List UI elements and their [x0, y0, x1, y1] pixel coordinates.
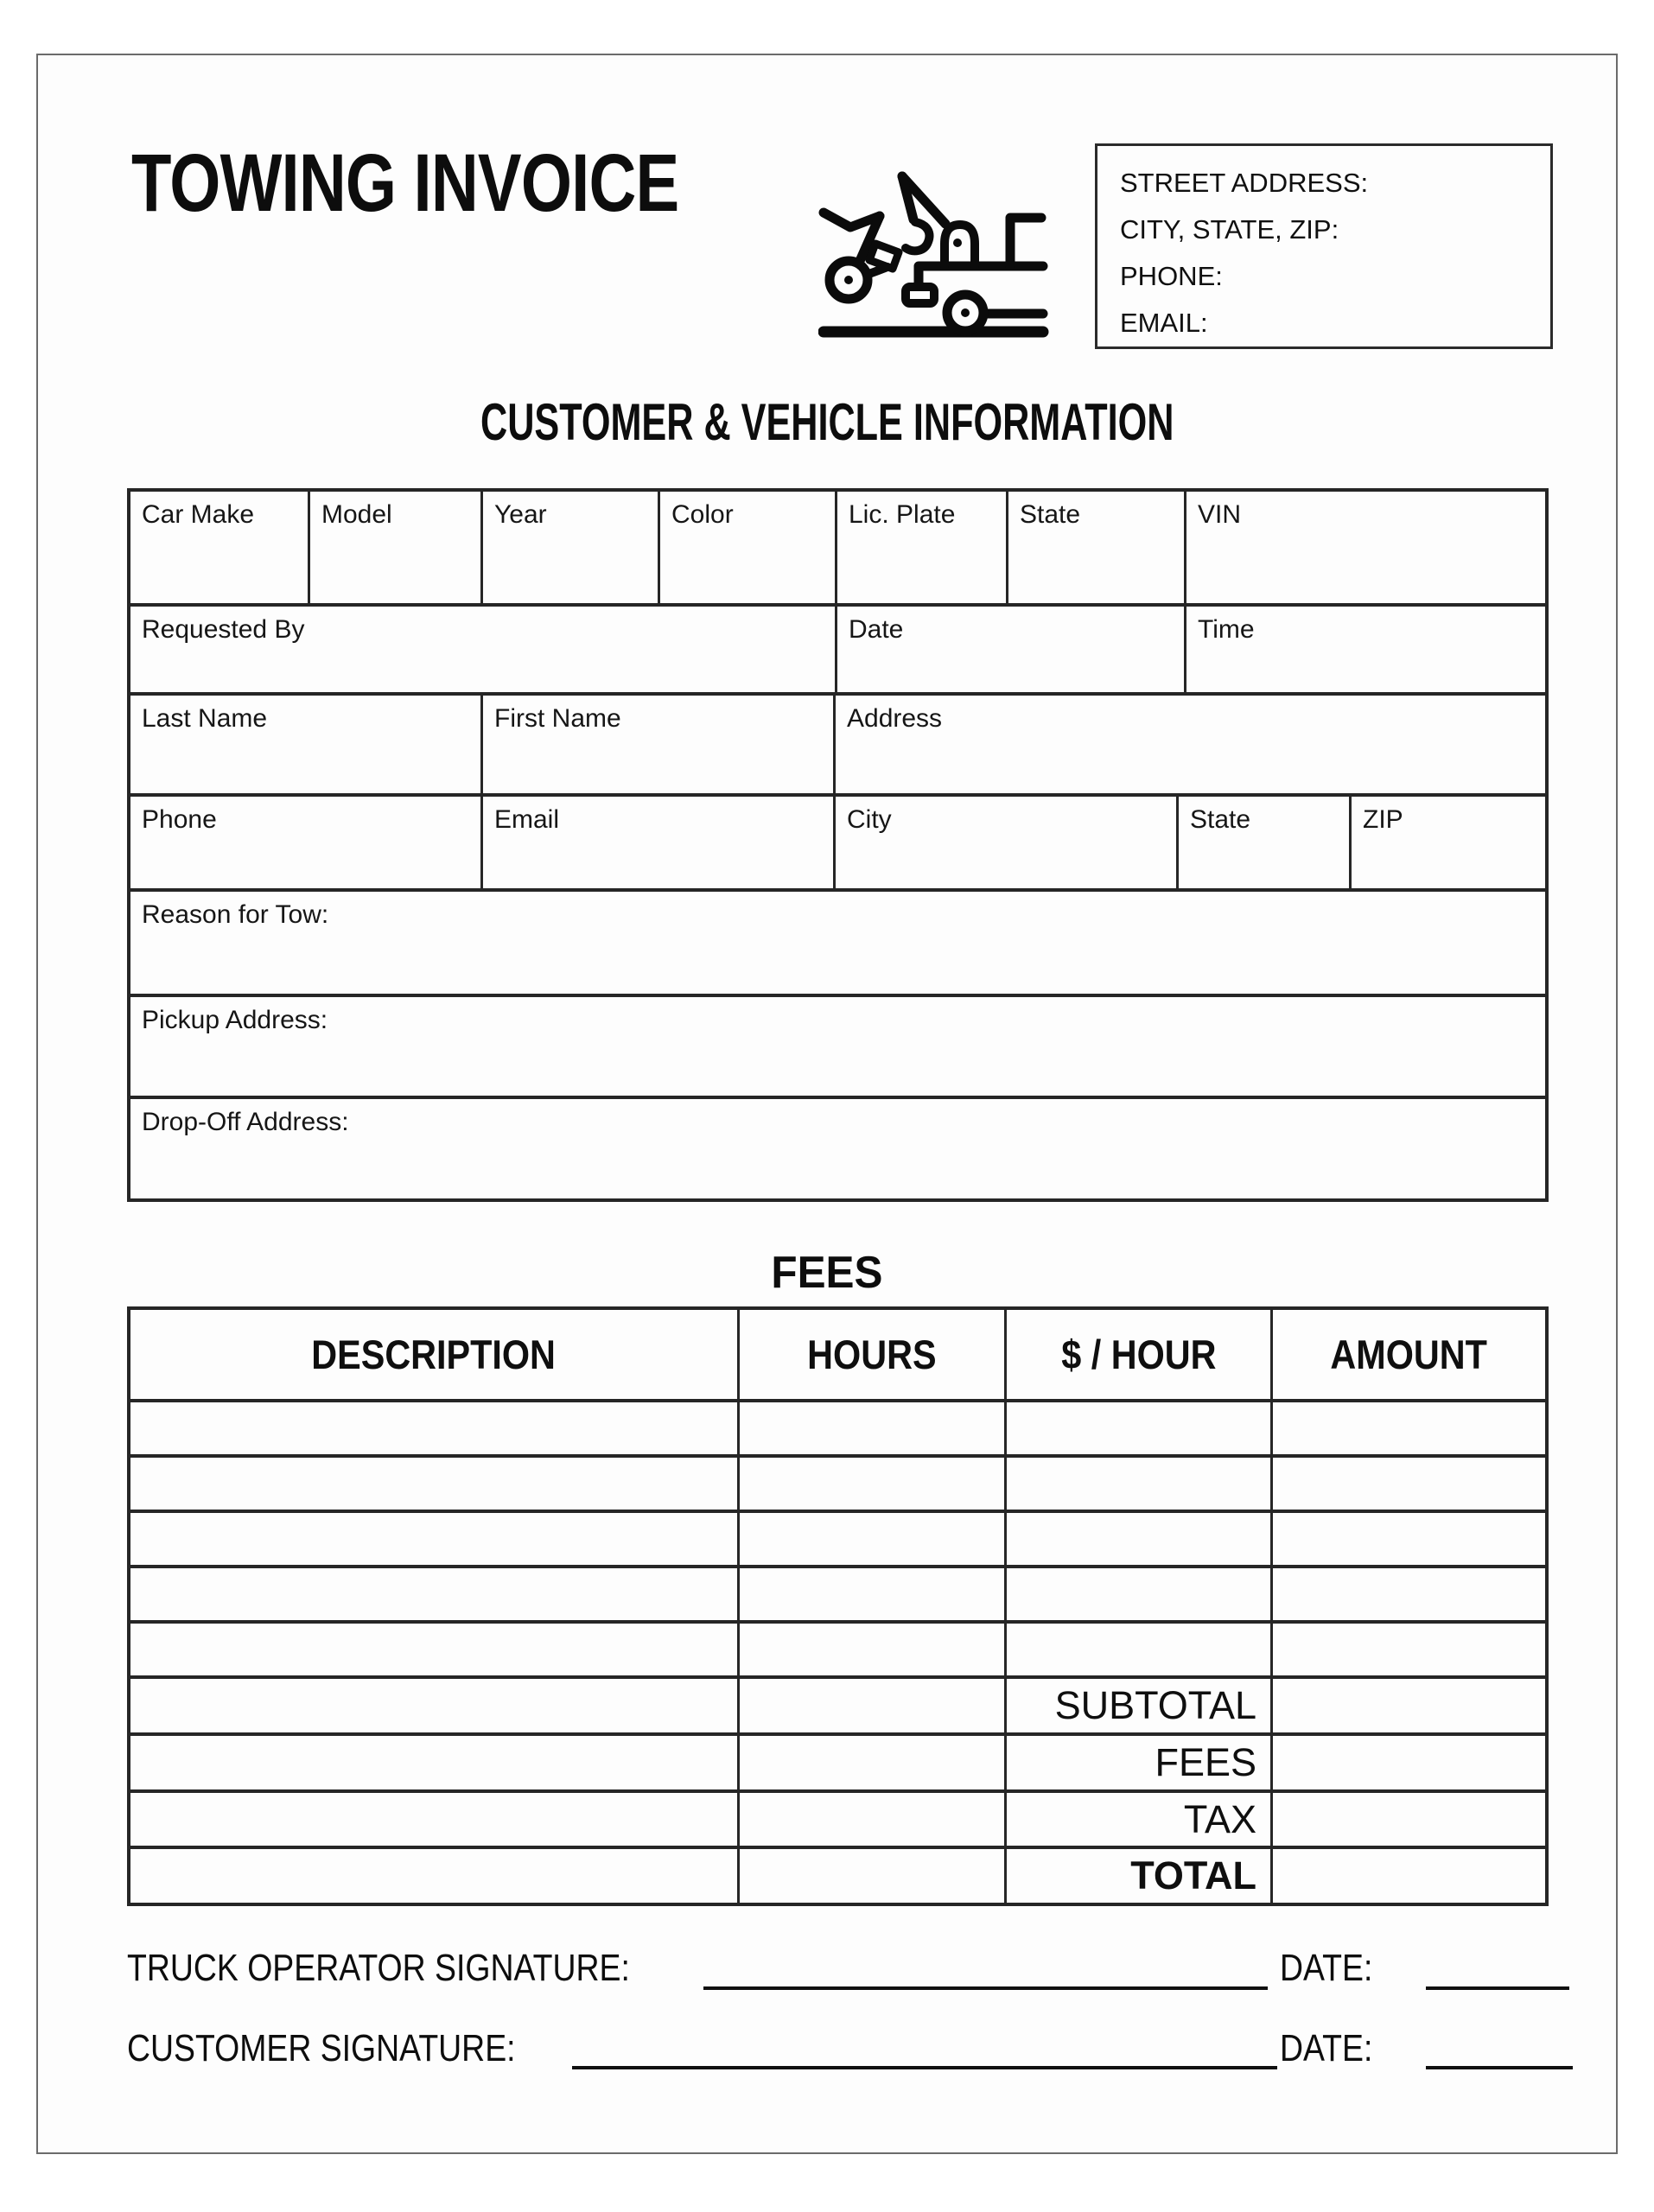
- total-row: [130, 1846, 1545, 1903]
- customer-date-label: DATE:: [1280, 2027, 1373, 2069]
- address-cell: Address: [833, 696, 1545, 793]
- fees-header-row: [130, 1310, 1545, 1399]
- company-info-box: [1095, 143, 1553, 349]
- city-state-zip-label: CITY, STATE, ZIP:: [1120, 214, 1339, 245]
- operator-date-line: [1426, 1986, 1569, 1990]
- hours-field: [737, 1402, 1004, 1454]
- total-amount-field: [1270, 1849, 1545, 1903]
- invoice-page: [36, 54, 1618, 2154]
- customer-signature-label: CUSTOMER SIGNATURE:: [127, 2027, 516, 2069]
- hours-field: [737, 1568, 1004, 1620]
- tax-amount-field: [1270, 1793, 1545, 1846]
- reason-for-tow-cell: Reason for Tow:: [142, 900, 329, 929]
- customer-date-line: [1426, 2066, 1573, 2069]
- tax-label: TAX: [1004, 1793, 1270, 1846]
- rate-field: [1004, 1402, 1270, 1454]
- amount-field: [1270, 1568, 1545, 1620]
- contact-row: [130, 793, 1545, 888]
- description-field: [130, 1568, 737, 1620]
- fees-empty-row: [130, 1620, 1545, 1675]
- reason-row: [130, 888, 1545, 994]
- last-name-cell: Last Name: [142, 704, 268, 733]
- city-cell: City: [833, 797, 1176, 888]
- name-row: [130, 692, 1545, 793]
- amount-field: [1270, 1402, 1545, 1454]
- hours-header: HOURS: [737, 1310, 1004, 1399]
- operator-date-label: DATE:: [1280, 1947, 1373, 1989]
- customer-signature-line: [572, 2066, 1277, 2069]
- tow-truck-icon: [818, 157, 1052, 347]
- operator-signature-label: TRUCK OPERATOR SIGNATURE:: [127, 1947, 630, 1989]
- phone-cell: Phone: [142, 805, 217, 834]
- car-make-cell: Car Make: [142, 500, 255, 529]
- amount-field: [1270, 1624, 1545, 1675]
- email-cell: Email: [480, 797, 833, 888]
- amount-header: AMOUNT: [1270, 1310, 1545, 1399]
- operator-signature-row: [127, 1948, 1549, 2001]
- rate-field: [1004, 1568, 1270, 1620]
- amount-field: [1270, 1513, 1545, 1565]
- pickup-row: [130, 994, 1545, 1096]
- description-field: [130, 1458, 737, 1510]
- state2-cell: State: [1176, 797, 1349, 888]
- vehicle-row: [130, 492, 1545, 603]
- operator-signature-line: [703, 1986, 1268, 1990]
- subtotal-row: [130, 1675, 1545, 1732]
- rate-field: [1004, 1458, 1270, 1510]
- requested-by-cell: Requested By: [142, 615, 305, 644]
- fees-amount-field: [1270, 1736, 1545, 1789]
- dropoff-address-cell: Drop-Off Address:: [142, 1108, 349, 1136]
- time-cell: Time: [1184, 607, 1545, 692]
- rate-header: $ / HOUR: [1004, 1310, 1270, 1399]
- fees-empty-row: [130, 1454, 1545, 1510]
- fees-total-row: [130, 1732, 1545, 1789]
- pickup-address-cell: Pickup Address:: [142, 1006, 328, 1034]
- street-address-label: STREET ADDRESS:: [1120, 168, 1369, 198]
- lic-plate-cell: Lic. Plate: [835, 492, 1006, 603]
- customer-vehicle-table: [127, 488, 1549, 1202]
- customer-signature-row: [127, 2028, 1549, 2082]
- hours-field: [737, 1458, 1004, 1510]
- request-row: [130, 603, 1545, 692]
- description-field: [130, 1402, 737, 1454]
- zip-cell: ZIP: [1349, 797, 1545, 888]
- rate-field: [1004, 1624, 1270, 1675]
- hours-field: [737, 1513, 1004, 1565]
- fees-table: [127, 1306, 1549, 1906]
- page-title: TOWING INVOICE: [131, 137, 679, 229]
- description-field: [130, 1513, 737, 1565]
- vin-cell: VIN: [1184, 492, 1545, 603]
- subtotal-amount-field: [1270, 1679, 1545, 1732]
- rate-field: [1004, 1513, 1270, 1565]
- fees-empty-row: [130, 1565, 1545, 1620]
- description-field: [130, 1624, 737, 1675]
- dropoff-row: [130, 1096, 1545, 1198]
- tax-row: [130, 1789, 1545, 1846]
- year-cell: Year: [480, 492, 658, 603]
- model-cell: Model: [308, 492, 480, 603]
- description-header: DESCRIPTION: [311, 1331, 557, 1377]
- subtotal-label: SUBTOTAL: [1004, 1679, 1270, 1732]
- color-cell: Color: [658, 492, 835, 603]
- fees-empty-row: [130, 1399, 1545, 1454]
- amount-field: [1270, 1458, 1545, 1510]
- customer-vehicle-heading: CUSTOMER & VEHICLE INFORMATION: [480, 393, 1174, 451]
- hours-field: [737, 1624, 1004, 1675]
- total-label: TOTAL: [1004, 1849, 1270, 1903]
- fees-heading: FEES: [771, 1248, 883, 1298]
- phone-label: PHONE:: [1120, 261, 1223, 291]
- first-name-cell: First Name: [480, 696, 833, 793]
- fees-empty-row: [130, 1510, 1545, 1565]
- state-cell: State: [1006, 492, 1184, 603]
- date-cell: Date: [835, 607, 1184, 692]
- email-label: EMAIL:: [1120, 308, 1208, 338]
- fees-label: FEES: [1004, 1736, 1270, 1789]
